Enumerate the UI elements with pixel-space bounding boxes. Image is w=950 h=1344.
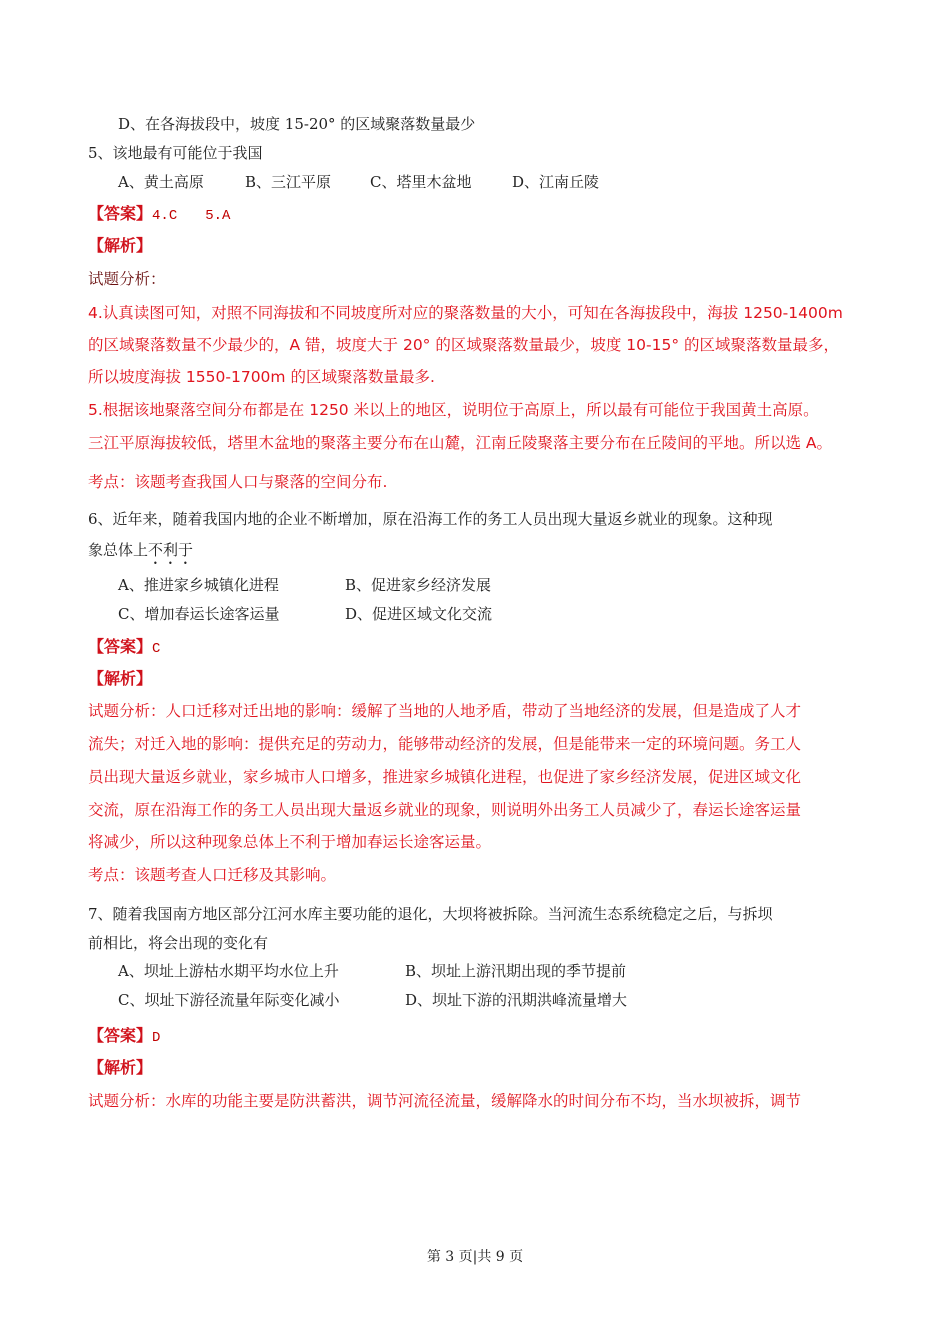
analysis-line: 4.认真读图可知，对照不同海拔和不同坡度所对应的聚落数量的大小，可知在各海拔段中，海拔 1250-1400m xyxy=(88,304,843,322)
analysis-line: 交流，原在沿海工作的务工人员出现大量返乡就业的现象，则说明外出务工人员减少了，春运长途客运量 xyxy=(88,801,802,819)
page-footer: 第 3 页|共 9 页 xyxy=(426,1249,524,1265)
q6-stem: 6、近年来，随着我国内地的企业不断增加，原在沿海工作的务工人员出现大量返乡就业的现象。这种现 xyxy=(88,510,773,528)
analysis-label: 【解析】 xyxy=(88,1058,153,1077)
answer-label: 【答案】 xyxy=(88,1026,153,1045)
q7-option-c: C、坝址下游径流量年际变化减小 xyxy=(118,991,340,1009)
q6-option-c: C、增加春运长途客运量 xyxy=(118,605,280,623)
answer-row xyxy=(88,637,160,659)
key-point: 考点：该题考查人口迁移及其影响。 xyxy=(88,866,337,884)
q6-option-b: B、促进家乡经济发展 xyxy=(345,576,492,594)
analysis-line: 的区域聚落数量不少最少的，A 错，坡度大于 20° 的区域聚落数量最少，坡度 10-15° 的区域聚落数量最多， xyxy=(88,336,840,354)
answer-row xyxy=(88,204,230,226)
q5-stem: 5、该地最有可能位于我国 xyxy=(88,144,263,162)
answer-row xyxy=(88,1026,160,1048)
q7-stem-2: 前相比，将会出现的变化有 xyxy=(88,934,269,952)
answer-label: 【答案】 xyxy=(88,204,153,223)
analysis-line: 员出现大量返乡就业，家乡城市人口增多，推进家乡城镇化进程，也促进了家乡经济发展，促进区域文化 xyxy=(88,768,802,786)
analysis-label: 【解析】 xyxy=(88,669,153,688)
analysis-line: 流失；对迁入地的影响：提供充足的劳动力，能够带动经济的发展，但是能带来一定的环境问题。务工人 xyxy=(88,735,802,753)
analysis-line: 5.根据该地聚落空间分布都是在 1250 米以上的地区，说明位于高原上，所以最有可能位于我国黄土高原。 xyxy=(88,401,819,419)
q6-stem-prefix: 象总体上 xyxy=(88,541,149,559)
analysis-heading: 试题分析： xyxy=(88,270,166,288)
q6-option-d: D、促进区域文化交流 xyxy=(345,605,493,623)
analysis-line: 试题分析：水库的功能主要是防洪蓄洪，调节河流径流量，缓解降水的时间分布不均，当水坝被拆，调节 xyxy=(88,1092,802,1110)
q6-stem-emphasis: 不利于 xyxy=(148,541,194,559)
answer-value: 4.C 5.A xyxy=(152,208,231,224)
q5-option-d: D、江南丘陵 xyxy=(512,173,600,191)
answer-value: C xyxy=(152,641,161,657)
q4-option-d: D、在各海拔段中，坡度 15-20° 的区域聚落数量最少 xyxy=(118,115,476,133)
q7-option-a: A、坝址上游枯水期平均水位上升 xyxy=(118,962,339,980)
q6-option-a: A、推进家乡城镇化进程 xyxy=(118,576,279,594)
q5-option-c: C、塔里木盆地 xyxy=(370,173,472,191)
answer-value: D xyxy=(152,1030,161,1046)
analysis-line: 三江平原海拔较低，塔里木盆地的聚落主要分布在山麓，江南丘陵聚落主要分布在丘陵间的平地。所以选 A。 xyxy=(88,434,833,452)
q7-option-b: B、坝址上游汛期出现的季节提前 xyxy=(405,962,627,980)
q5-option-a: A、黄土高原 xyxy=(118,173,204,191)
q7-option-d: D、坝址下游的汛期洪峰流量增大 xyxy=(405,991,628,1009)
analysis-line: 将减少，所以这种现象总体上不利于增加春运长途客运量。 xyxy=(88,833,492,851)
analysis-label: 【解析】 xyxy=(88,236,153,255)
q7-stem: 7、随着我国南方地区部分江河水库主要功能的退化，大坝将被拆除。当河流生态系统稳定之后，与拆坝 xyxy=(88,905,773,923)
analysis-line: 所以坡度海拔 1550-1700m 的区域聚落数量最多. xyxy=(88,368,435,386)
q5-option-b: B、三江平原 xyxy=(245,173,332,191)
analysis-line: 试题分析：人口迁移对迁出地的影响：缓解了当地的人地矛盾，带动了当地经济的发展，但是造成了人才 xyxy=(88,702,802,720)
q6-stem-2 xyxy=(88,540,193,568)
key-point: 考点：该题考查我国人口与聚落的空间分布. xyxy=(88,473,388,491)
answer-label: 【答案】 xyxy=(88,637,153,656)
